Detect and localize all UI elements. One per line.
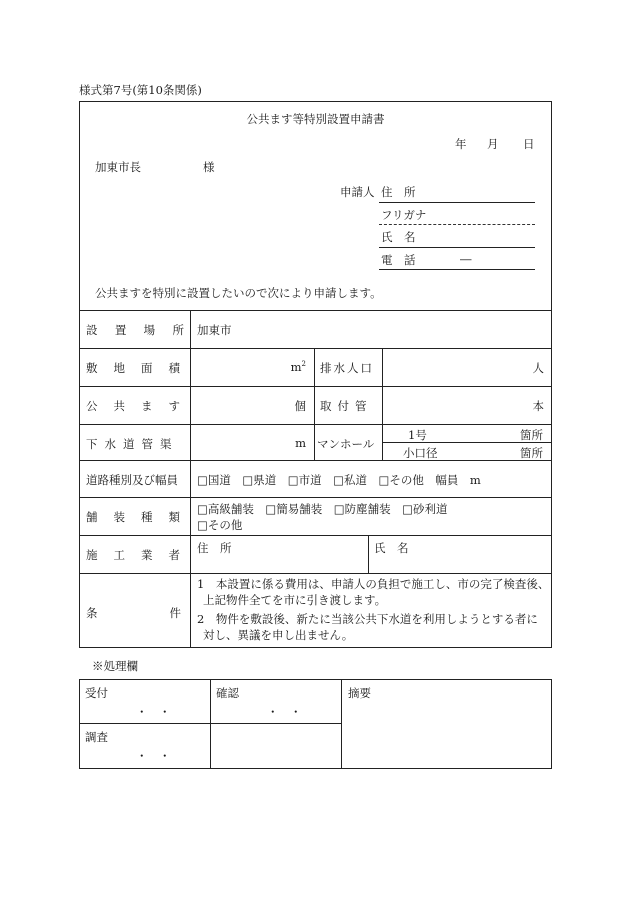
applicant-name-label: 氏 名	[381, 230, 416, 244]
addressee-honorific: 様	[203, 160, 215, 174]
manhole-type1-label: 1号	[408, 428, 427, 442]
paving-type-options[interactable]: □高級舗装 □簡易舗装 □防塵舗装 □砂利道	[197, 502, 448, 516]
form-number-label: 様式第7号(第10条関係)	[79, 83, 202, 97]
addressee-name: 加東市長	[95, 160, 141, 174]
manhole-label: マンホール	[317, 437, 375, 451]
inspected-date[interactable]: ・ ・	[136, 749, 171, 763]
applicant-address-label: 住 所	[381, 185, 416, 199]
divider	[79, 310, 552, 311]
divider	[79, 497, 552, 498]
site-area-unit[interactable]: $m^2$	[290, 360, 306, 374]
manhole-small-label: 小口径	[403, 446, 438, 460]
divider	[210, 679, 211, 769]
road-type-options[interactable]: □国道 □県道 □市道 □私道 □その他 幅員 m	[197, 473, 481, 487]
public-basin-unit[interactable]: 個	[294, 399, 306, 413]
manhole-small-unit[interactable]: 箇所	[520, 446, 543, 460]
applicant-furigana-line[interactable]	[379, 224, 535, 225]
contractor-address-label: 住 所	[197, 541, 232, 555]
processing-section-label: ※処理欄	[92, 659, 138, 673]
date-month-field[interactable]: 月	[487, 137, 499, 151]
divider	[382, 348, 383, 460]
sewer-pipe-label: 下水道管渠	[86, 437, 179, 451]
connection-pipe-label: 取付管	[320, 399, 373, 413]
drainage-population-label: 排水人口	[320, 361, 374, 375]
paving-type-other[interactable]: □その他	[197, 518, 243, 532]
location-label: 設 置 場 所	[86, 323, 184, 337]
divider	[79, 723, 341, 724]
location-value[interactable]: 加東市	[197, 323, 232, 337]
site-area-label: 敷地面積	[86, 361, 196, 375]
public-basin-label: 公共ます	[86, 399, 196, 413]
divider	[79, 573, 552, 574]
conditions-label: 条件	[86, 606, 253, 620]
form-title: 公共ます等特別設置申請書	[246, 112, 385, 126]
drainage-population-unit[interactable]: 人	[532, 361, 544, 375]
manhole-type1-unit[interactable]: 箇所	[520, 428, 543, 442]
divider	[79, 348, 552, 349]
condition-2-line2: 対し、異議を申し出ません。	[203, 628, 354, 642]
divider	[368, 535, 369, 573]
received-label: 受付	[85, 686, 108, 700]
inspected-label: 調査	[85, 730, 108, 744]
divider	[314, 348, 315, 460]
contractor-name-label: 氏 名	[374, 541, 409, 555]
applicant-phone-label: 電 話	[381, 253, 416, 267]
applicant-address-line[interactable]	[379, 202, 535, 203]
summary-label: 摘要	[348, 686, 371, 700]
applicant-label: 申請人	[340, 185, 375, 199]
condition-1-line1: 1 本設置に係る費用は、申請人の負担で施工し、市の完了検査後、	[197, 577, 550, 591]
applicant-phone-dash: ―	[460, 252, 472, 266]
divider	[79, 386, 552, 387]
intro-statement: 公共ますを特別に設置したいので次により申請します。	[95, 286, 382, 300]
applicant-phone-line[interactable]	[379, 269, 535, 270]
confirmed-date[interactable]: ・ ・	[267, 705, 302, 719]
confirmed-label: 確認	[216, 686, 239, 700]
paving-type-label: 舗装種類	[86, 510, 196, 524]
received-date[interactable]: ・ ・	[136, 705, 171, 719]
connection-pipe-unit[interactable]: 本	[532, 399, 544, 413]
divider	[79, 535, 552, 536]
applicant-name-line[interactable]	[379, 247, 535, 248]
date-year-field[interactable]: 年	[455, 137, 467, 151]
contractor-label: 施工業者	[86, 548, 196, 562]
divider	[79, 460, 552, 461]
sewer-pipe-unit[interactable]: m	[295, 436, 306, 450]
road-type-label: 道路種別及び幅員	[86, 473, 178, 487]
date-day-field[interactable]: 日	[523, 137, 535, 151]
condition-1-line2: 上記物件全てを市に引き渡します。	[203, 593, 387, 607]
applicant-furigana-label: フリガナ	[381, 208, 427, 222]
divider	[341, 679, 342, 769]
divider	[79, 424, 552, 425]
condition-2-line1: 2 物件を敷設後、新たに当該公共下水道を利用しようとする者に	[197, 612, 538, 626]
